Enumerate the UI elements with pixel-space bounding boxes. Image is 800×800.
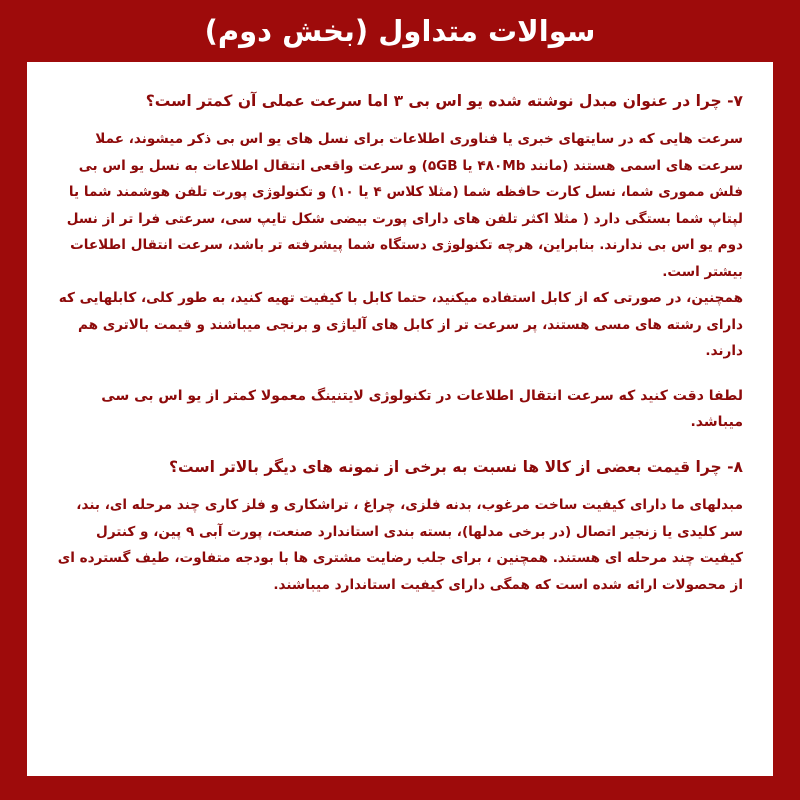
page-header xyxy=(0,0,800,62)
content-sheet xyxy=(27,62,773,776)
page-title: سوالات متداول (بخش دوم) xyxy=(204,14,596,48)
question-1-heading: ۷- چرا در عنوان مبدل نوشته شده یو اس بی ۳ اما سرعت عملی آن کمتر است؟ xyxy=(145,92,743,110)
answer-1-paragraph-2: همچنین، در صورتی که از کابل استفاده میکنید، حتما کابل با کیفیت تهیه کنید، به طور کلی، کابلهایی که دارای رشته های مسی هستند، پر سرعت تر از کابل های آلیاژی و برنجی میباشند و قیمت بالاتری هم دارند. xyxy=(58,290,743,360)
answer-2-block xyxy=(57,492,743,598)
answer-1-block xyxy=(57,126,743,365)
note-text: لطفا دقت کنید که سرعت انتقال اطلاعات در تکنولوژی لایتنینگ معمولا کمتر از یو اس بی سی میباشد. xyxy=(101,387,743,431)
question-2-heading: ۸- چرا قیمت بعضی از کالا ها نسبت به برخی از نمونه های دیگر بالاتر است؟ xyxy=(168,458,743,477)
answer-1-paragraph-1: سرعت هایی که در سایتهای خبری یا فناوری اطلاعات برای نسل های یو اس بی ذکر میشوند، عملا سرعت های اسمی هستند (مانند ۴۸۰Mb یا ۵GB) و سرعت واقعی انتقال اطلاعات به نسل یو اس بی فلش مموری شما، نسل کارت حافظه شما (مثلا کلاس ۴ یا ۱۰) و تکنولوژی پورت تلفن هوشمند شما یا لپتاپ شما بستگی دارد ( مثلا اکثر تلفن های دارای پورت بیضی شکل تایپ سی، سرعتی فرا تر از نسل دوم یو اس بی ندارند. بنابراین، هرچه تکنولوژی دستگاه شما پیشرفته تر باشد، سرعت انتقال اطلاعات بیشتر است. xyxy=(66,131,743,280)
answer-2-paragraph-1: مبدلهای ما دارای کیفیت ساخت مرغوب، بدنه فلزی، چراغ ، تراشکاری و فلز کاری چند مرحله ای، بند، سر کلیدی یا زنجیر اتصال (در برخی مدلها)، بسته بندی استاندارد صنعت، پورت آبی ۹ پین، و کنترل کیفیت چند مرحله ای هستند. همچنین ، برای جلب رضایت مشتری ها با بودجه متفاوت، طیف گسترده ای از محصولات ارائه شده است که همگی دارای کیفیت استاندارد میباشند. xyxy=(57,497,743,593)
